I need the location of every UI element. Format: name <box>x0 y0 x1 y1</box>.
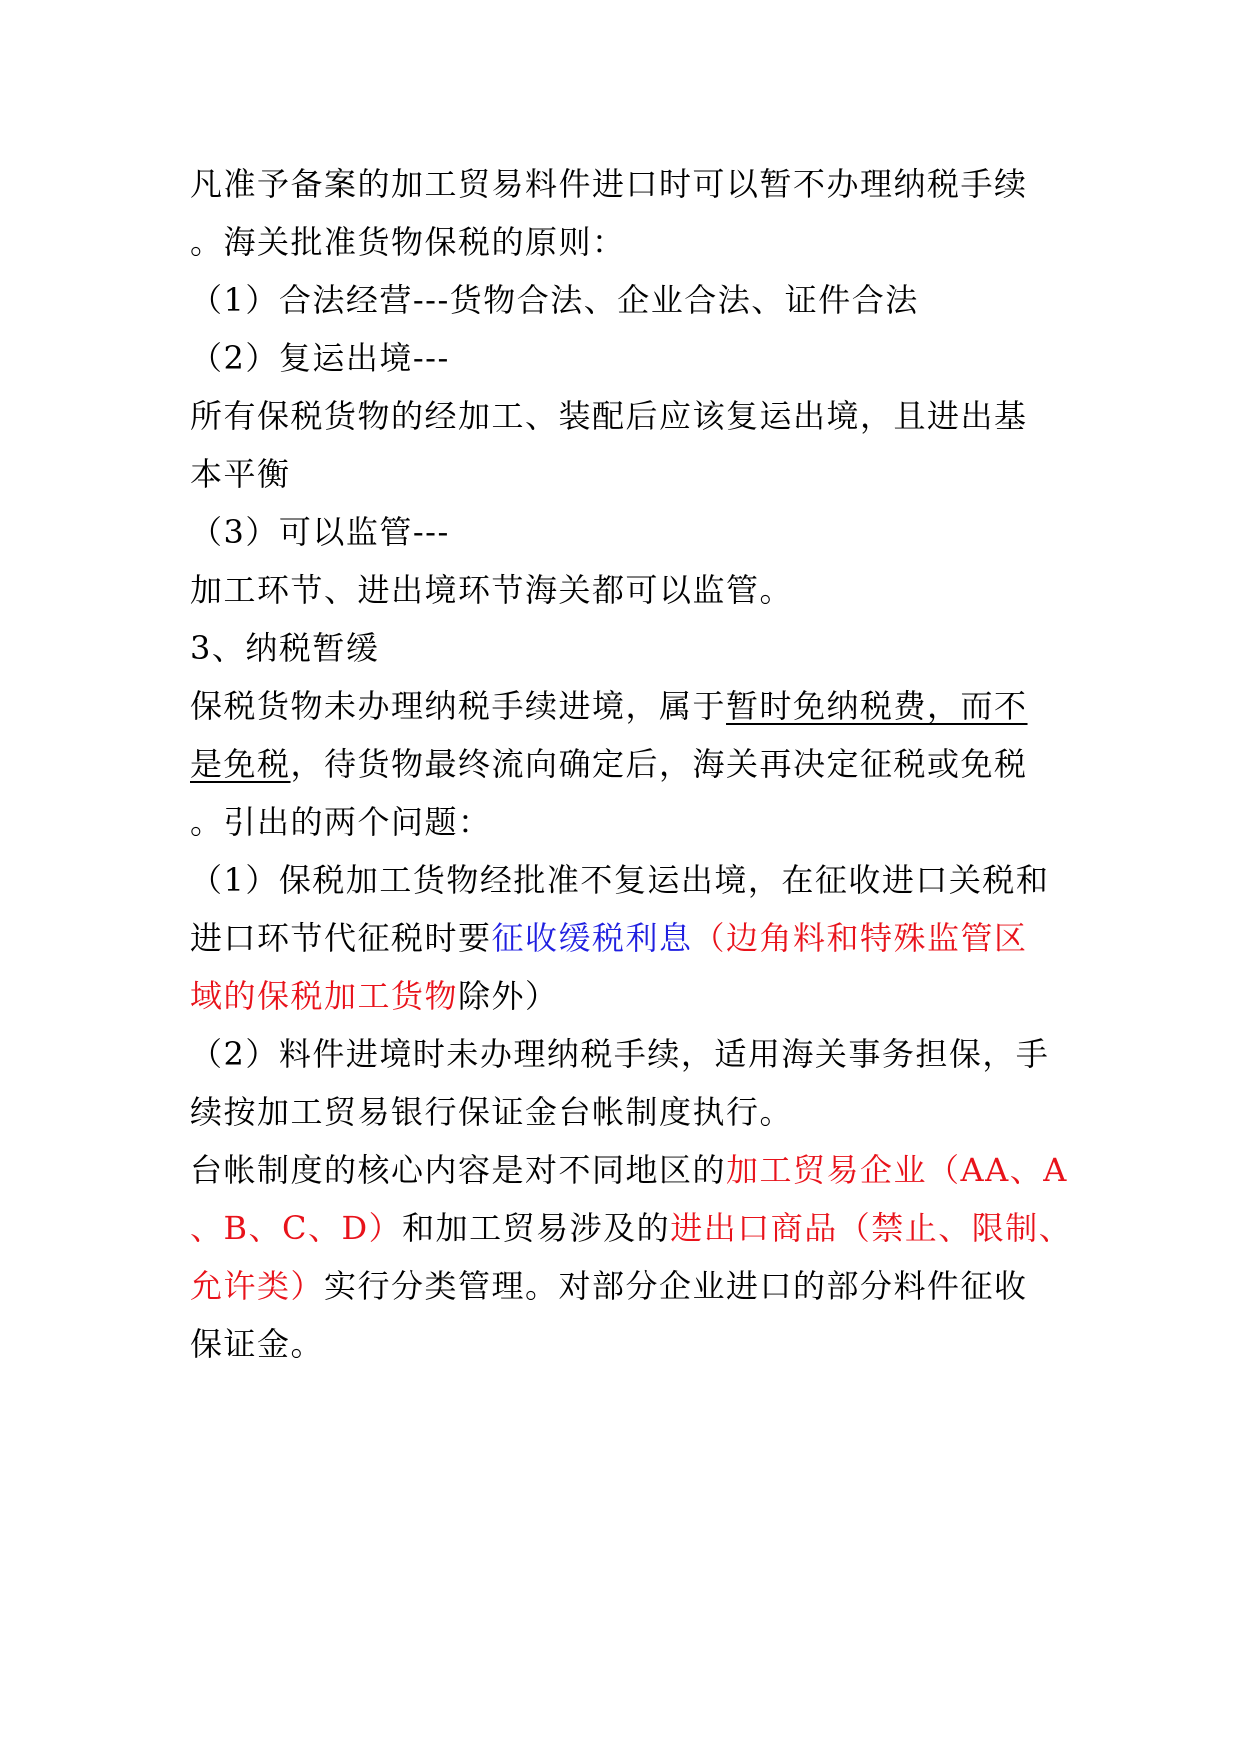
list-item-principle-2 <box>190 334 450 382</box>
paragraph-line <box>190 160 1028 208</box>
red-highlight-text: 进出口商品（禁止、限制、 <box>670 1209 1073 1247</box>
paragraph-line <box>190 682 1028 730</box>
paragraph-line <box>190 1088 793 1136</box>
section-heading <box>190 624 379 672</box>
text-run: 保税货物未办理纳税手续进境，属于 <box>190 687 727 725</box>
text-run: 所有保税货物的经加工、装配后应该复运出境，且进出基 <box>190 397 1028 435</box>
paragraph-line <box>190 218 626 266</box>
list-item-issue-2 <box>190 1030 1049 1078</box>
red-highlight-text: 允许类） <box>190 1267 325 1305</box>
text-run: 除外） <box>458 977 559 1015</box>
blue-highlight-text: 征收缓税利息 <box>491 919 693 957</box>
paragraph-line <box>190 1262 1028 1310</box>
text-run: （1）合法经营---货物合法、企业合法、证件合法 <box>190 281 919 319</box>
list-item-principle-3 <box>190 508 450 556</box>
red-highlight-text: 、B、C、D） <box>190 1209 403 1247</box>
text-run: 实行分类管理。对部分企业进口的部分料件征收 <box>324 1267 1028 1305</box>
paragraph-line <box>190 392 1028 440</box>
text-run: 3、纳税暂缓 <box>190 629 380 667</box>
paragraph-line <box>190 1146 1068 1194</box>
text-run: 本平衡 <box>190 455 291 493</box>
paragraph-line <box>190 566 793 614</box>
red-highlight-text: 加工贸易企业（AA、A <box>726 1151 1068 1189</box>
text-run: 。引出的两个问题： <box>190 803 492 841</box>
underlined-text: 暂时免纳税费，而不 <box>726 687 1028 725</box>
text-run: 加工环节、进出境环节海关都可以监管。 <box>190 571 794 609</box>
paragraph-line <box>190 740 1028 788</box>
text-run: 保证金。 <box>190 1325 325 1363</box>
paragraph-line <box>190 1204 1072 1252</box>
text-run: 。海关批准货物保税的原则： <box>190 223 626 261</box>
red-highlight-text: （边角料和特殊监管区 <box>692 919 1028 957</box>
text-run: 台帐制度的核心内容是对不同地区的 <box>190 1151 727 1189</box>
text-run: （2）复运出境--- <box>190 339 450 377</box>
paragraph-line <box>190 798 492 846</box>
underlined-text: 是免税 <box>190 745 291 783</box>
text-run: ，待货物最终流向确定后，海关再决定征税或免税 <box>290 745 1028 783</box>
list-item-issue-1 <box>190 856 1049 904</box>
list-item-principle-1 <box>190 276 919 324</box>
text-run: 和加工贸易涉及的 <box>402 1209 671 1247</box>
paragraph-line <box>190 972 559 1020</box>
text-run: 续按加工贸易银行保证金台帐制度执行。 <box>190 1093 794 1131</box>
text-run: （1）保税加工货物经批准不复运出境，在征收进口关税和 <box>190 861 1050 899</box>
red-highlight-text: 域的保税加工货物 <box>190 977 459 1015</box>
text-run: 凡准予备案的加工贸易料件进口时可以暂不办理纳税手续 <box>190 165 1028 203</box>
paragraph-line <box>190 450 291 498</box>
text-run: （2）料件进境时未办理纳税手续，适用海关事务担保，手 <box>190 1035 1050 1073</box>
paragraph-line <box>190 914 1028 962</box>
text-run: 进口环节代征税时要 <box>190 919 492 957</box>
paragraph-line <box>190 1320 324 1368</box>
text-run: （3）可以监管--- <box>190 513 450 551</box>
